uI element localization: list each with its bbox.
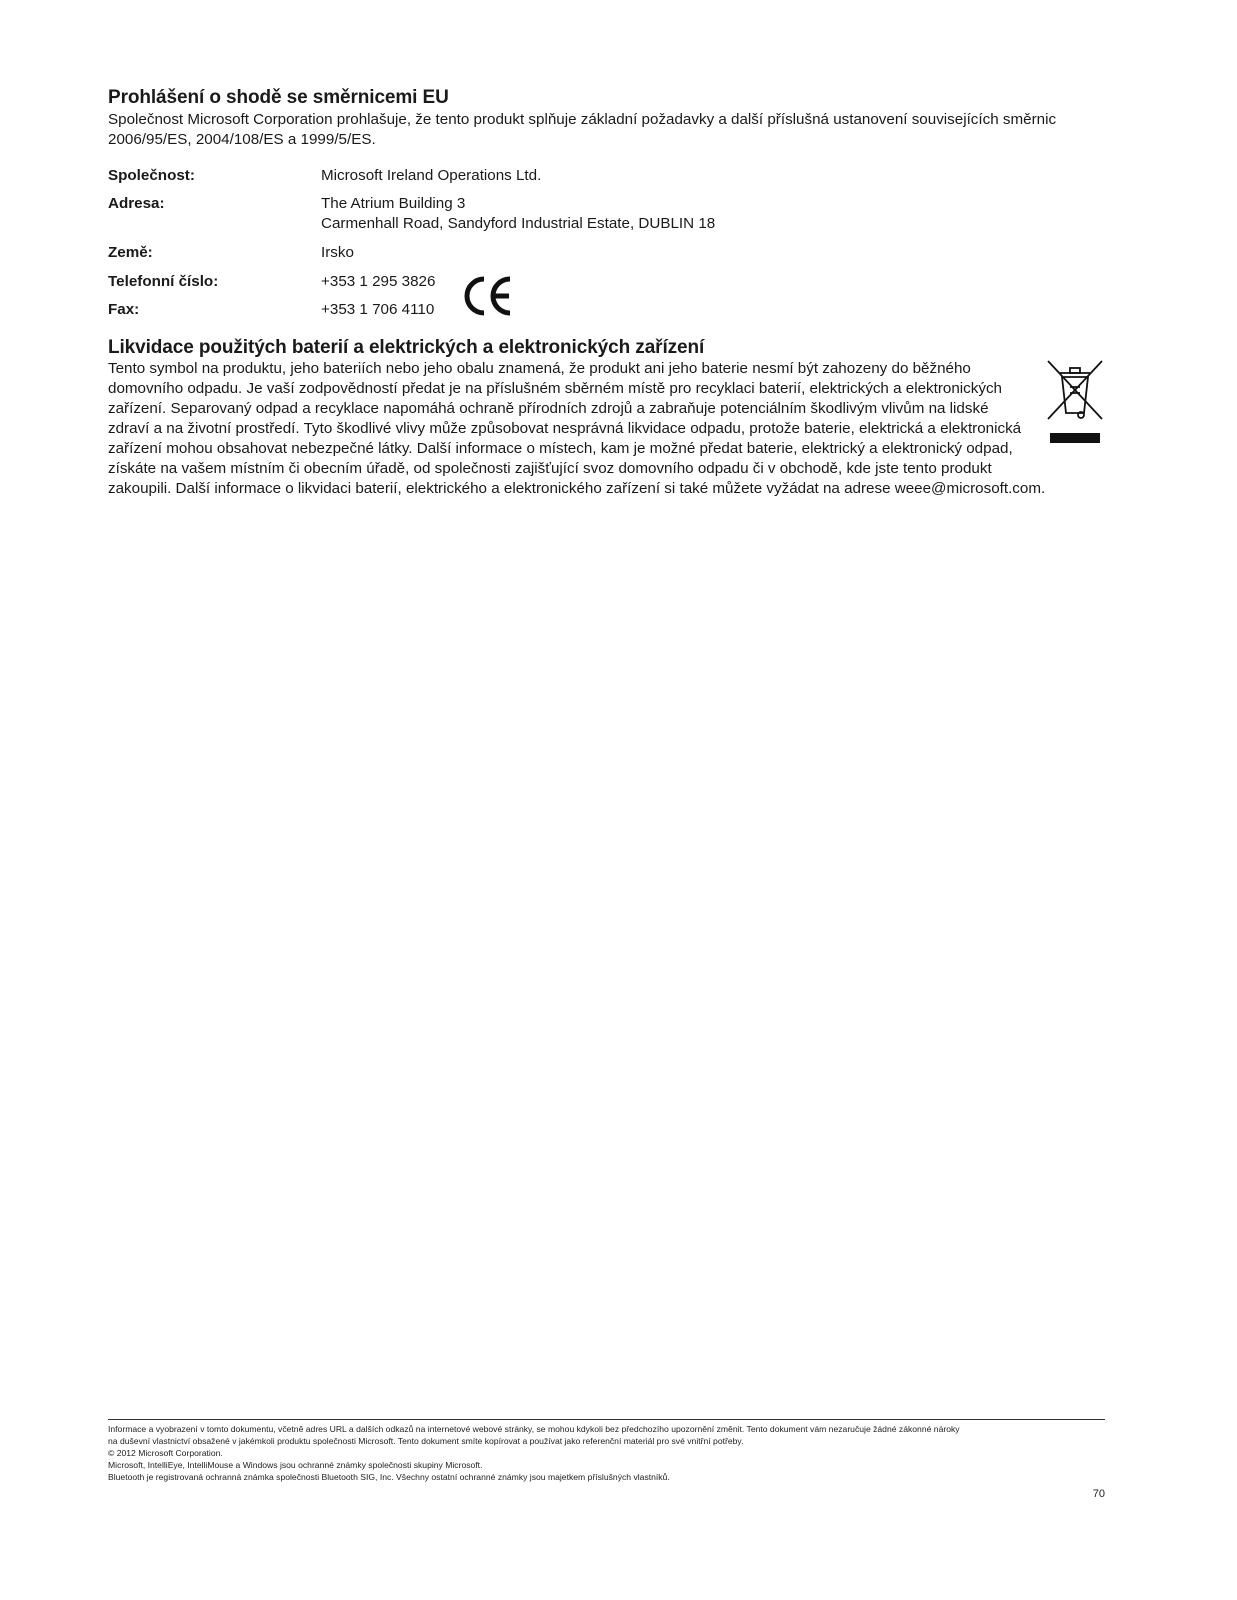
address-line-1: The Atrium Building 3 [321, 195, 466, 212]
footer-line: Informace a vyobrazení v tomto dokumentu, včetně adres URL a dalších odkazů na internetové webové stránky, se mohou kdykoli bez předchozího upozornění změnit. Tento dokument vám nezaručuje žádné zákonné nároky [108, 1424, 960, 1434]
disposal-line: zařízení. Separovaný odpad a recyklace napomáhá ochraně přírodních zdrojů a zabraňuje potenciálním škodlivým vlivům na lidské [108, 400, 989, 417]
page-number: 70 [1092, 1488, 1105, 1500]
footer-divider [108, 1419, 1105, 1420]
ce-mark-icon [462, 274, 512, 318]
country-value: Irsko [321, 244, 354, 261]
disposal-line: získáte na vašem místním či obecním úřadě, od společnosti zajišťující svoz domovního odpadu či v obchodě, kde jste tento produkt [108, 460, 992, 477]
address-label: Adresa: [108, 195, 165, 212]
address-line-2: Carmenhall Road, Sandyford Industrial Estate, DUBLIN 18 [321, 215, 716, 232]
company-label: Společnost: [108, 167, 195, 184]
declaration-heading: Prohlášení o shodě se směrnicemi EU [108, 87, 449, 108]
disposal-paragraph [108, 359, 1098, 499]
footer-line: © 2012 Microsoft Corporation. [108, 1448, 223, 1458]
disposal-line: zakoupili. Další informace o likvidaci baterií, elektrického a elektronického zařízení si také můžete vyžádat na adrese weee@microsoft.com. [108, 480, 1046, 497]
fax-label: Fax: [108, 301, 140, 318]
disposal-heading: Likvidace použitých baterií a elektrických a elektronických zařízení [108, 337, 705, 358]
footer-line: Microsoft, IntelliEye, IntelliMouse a Windows jsou ochranné známky společnosti skupiny Microsoft. [108, 1460, 483, 1470]
disposal-line: zařízení mohou obsahovat nebezpečné látky. Další informace o místech, kam je možné předat baterie, elektrický a elektronický odpad, [108, 440, 1013, 457]
fax-value: +353 1 706 4110 [321, 301, 435, 318]
phone-label: Telefonní číslo: [108, 273, 219, 290]
footer-legal-text [108, 1423, 1108, 1483]
footer-line: Bluetooth je registrovaná ochranná známka společnosti Bluetooth SIG, Inc. Všechny ostatní ochranné známky jsou majetkem příslušných vlastníků. [108, 1472, 670, 1482]
disposal-line: domovního odpadu. Je vaší zodpovědností předat je na příslušném sběrném místě pro recyklaci baterií, elektrických a elektronických [108, 380, 1002, 397]
footer-line: na duševní vlastnictví obsažené v jakémkoli produktu společnosti Microsoft. Tento dokument smíte kopírovat a používat jako referenční materiál pro své vnitřní potřeby. [108, 1436, 744, 1446]
disposal-line: Tento symbol na produktu, jeho bateriích nebo jeho obalu znamená, že produkt ani jeho baterie nesmí být zahozeny do běžného [108, 360, 971, 377]
phone-value: +353 1 295 3826 [321, 273, 436, 290]
company-value: Microsoft Ireland Operations Ltd. [321, 167, 542, 184]
crossed-out-bin-icon [1044, 359, 1106, 447]
disposal-line: zdraví a na životní prostředí. Tyto škodlivé vlivy může způsobovat nesprávná likvidace odpadu, protože baterie, elektrická a elektronická [108, 420, 1022, 437]
country-label: Země: [108, 244, 153, 261]
declaration-intro: Společnost Microsoft Corporation prohlašuje, že tento produkt splňuje základní požadavky a další příslušná ustanovení souvisejících směrnic 2006/95/ES, 2004/108/ES a 1999/5/ES. [108, 111, 1057, 148]
